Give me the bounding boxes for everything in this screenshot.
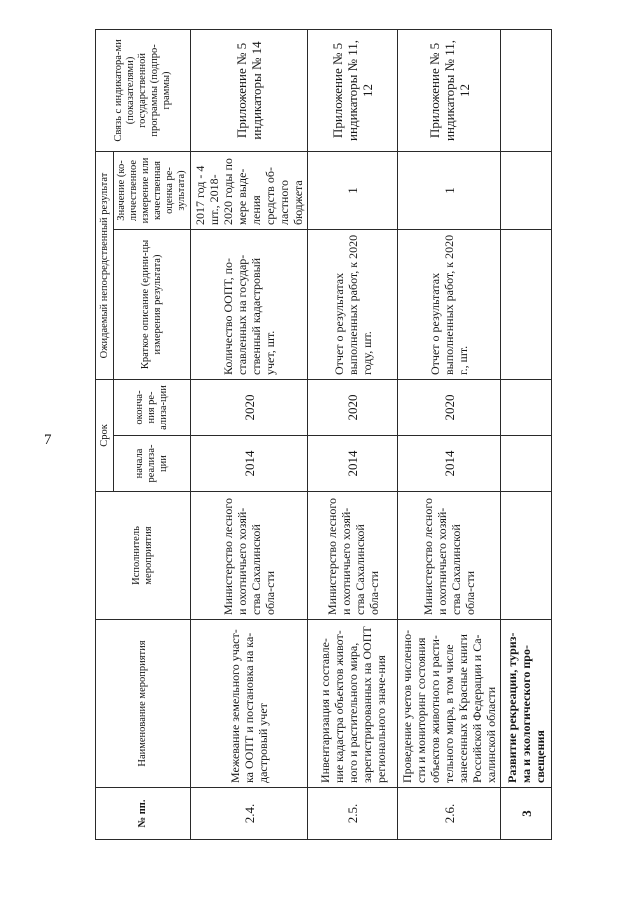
page-number: 7 bbox=[44, 432, 52, 448]
row-executor: Министерство лесного и охотничьего хозяй-ства Сахалинской обла-сти bbox=[398, 492, 501, 620]
row-executor: Министерство лесного и охотничьего хозяй-ства Сахалинской обла-сти bbox=[191, 492, 308, 620]
row-executor bbox=[501, 492, 552, 620]
row-end: 2020 bbox=[398, 379, 501, 435]
row-name: Межевание земельного участ-ка ООПТ и постановка на ка-дастровый учет bbox=[191, 620, 308, 788]
header-executor: Исполнитель мероприятия bbox=[96, 492, 191, 620]
row-result-value: 2017 год - 4 шт., 2018-2020 годы по мере выде-ления средств об-ластного бюджета bbox=[191, 151, 308, 229]
row-name: Развитие рекреации, туриз-ма и экологического про-свещения bbox=[501, 620, 552, 788]
row-result-value: 1 bbox=[308, 151, 398, 229]
row-result-value bbox=[501, 151, 552, 229]
row-name: Проведение учетов численно-сти и мониторинг состояния объектов животного и расти-тельного мира, в том числе занесенных в Красные книги Российской Федерации и Са-халинской области bbox=[398, 620, 501, 788]
header-name: Наименование мероприятия bbox=[96, 620, 191, 788]
row-end: 2020 bbox=[191, 379, 308, 435]
row-start: 2014 bbox=[191, 436, 308, 492]
header-result-value: Значение (ко-личественное измерение или качественная оценка ре-зультата) bbox=[114, 151, 191, 229]
row-result-desc: Отчет о результатах выполненных работ, к 2020 г., шт. bbox=[398, 229, 501, 379]
row-result-desc: Количество ООПТ, по-ставленных на государ-ственный кадастровый учет, шт. bbox=[191, 229, 308, 379]
row-result-value: 1 bbox=[398, 151, 501, 229]
row-result-desc bbox=[501, 229, 552, 379]
header-row-1 bbox=[96, 29, 114, 839]
row-start: 2014 bbox=[398, 436, 501, 492]
row-num: 2.5. bbox=[308, 788, 398, 840]
row-end: 2020 bbox=[308, 379, 398, 435]
header-end: оконча-ния ре-ализа-ции bbox=[114, 379, 191, 435]
table-row bbox=[191, 29, 308, 839]
row-start: 2014 bbox=[308, 436, 398, 492]
row-end bbox=[501, 379, 552, 435]
header-num: № пп. bbox=[96, 788, 191, 840]
row-executor: Министерство лесного и охотничьего хозяй-ства Сахалинской обла-сти bbox=[308, 492, 398, 620]
table-row bbox=[308, 29, 398, 839]
header-result-desc: Краткое описание (едини-цы измерения результата) bbox=[114, 229, 191, 379]
row-link: Приложение № 5 индикаторы № 14 bbox=[191, 29, 308, 151]
header-start: начала реализа-ции bbox=[114, 436, 191, 492]
header-term: Срок bbox=[96, 379, 114, 491]
row-start bbox=[501, 436, 552, 492]
table-row bbox=[501, 29, 552, 839]
table-row bbox=[398, 29, 501, 839]
row-link: Приложение № 5 индикаторы № 11, 12 bbox=[398, 29, 501, 151]
row-name: Инвентаризация и составле-ние кадастра объектов живот-ного и растительного мира, зарегистрированных на ООПТ регионального значе-ния bbox=[308, 620, 398, 788]
header-result-group: Ожидаемый непосредственный результат bbox=[96, 151, 114, 379]
row-num: 2.6. bbox=[398, 788, 501, 840]
measures-table bbox=[95, 29, 552, 840]
header-link: Связь с индикатора-ми (показателями) государственной программы (подпро-граммы) bbox=[96, 29, 191, 151]
row-link: Приложение № 5 индикаторы № 11, 12 bbox=[308, 29, 398, 151]
row-link bbox=[501, 29, 552, 151]
row-num: 3 bbox=[501, 788, 552, 840]
row-num: 2.4. bbox=[191, 788, 308, 840]
row-result-desc: Отчет о результатах выполненных работ, к 2020 году, шт. bbox=[308, 229, 398, 379]
measures-table-rotated bbox=[95, 30, 547, 840]
